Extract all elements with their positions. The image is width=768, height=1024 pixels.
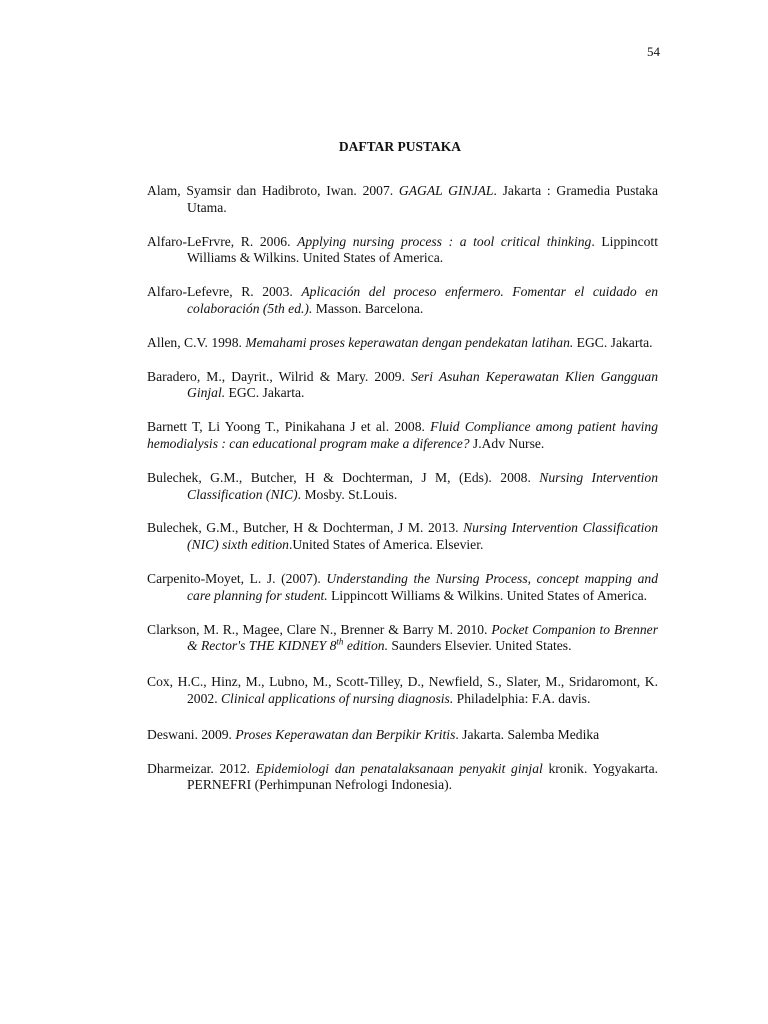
reference-entry: [147, 183, 658, 217]
reference-title: Applying nursing process : a tool critical thinking: [297, 233, 592, 249]
reference-title: Nursing Intervention Classification (NIC): [187, 469, 658, 502]
reference-authors: Barnett T, Li Yoong T., Pinikahana J et al. 2008.: [147, 419, 431, 435]
page-title: DAFTAR PUSTAKA: [338, 139, 462, 154]
reference-entry: [147, 674, 658, 708]
reference-entry: [147, 335, 658, 352]
reference-authors: Carpenito-Moyet, L. J. (2007).: [147, 570, 327, 586]
reference-publisher: .United States of America. Elsevier.: [288, 537, 484, 553]
reference-publisher: EGC. Jakarta.: [573, 334, 653, 350]
reference-authors: Deswani. 2009.: [147, 726, 236, 742]
reference-publisher: . Jakarta. Salemba Medika: [455, 726, 600, 742]
reference-authors: Clarkson, M. R., Magee, Clare N., Brenner & Barry M. 2010.: [147, 621, 492, 637]
reference-title: Pocket Companion to Brenner & Rector's THE KIDNEY 8: [187, 621, 659, 654]
reference-authors: Alam, Syamsir dan Hadibroto, Iwan. 2007.: [147, 183, 399, 198]
reference-authors: Bulechek, G.M., Butcher, H & Dochterman, J M. 2013.: [147, 520, 464, 536]
reference-publisher: Philadelphia: F.A. davis.: [453, 690, 591, 706]
reference-entry: [147, 622, 658, 656]
reference-publisher: Lippincott Williams & Wilkins. United States of America.: [327, 587, 648, 603]
reference-entry: [147, 761, 658, 795]
reference-authors: Baradero, M., Dayrit., Wilrid & Mary. 2009.: [147, 368, 412, 384]
reference-entry: [147, 419, 658, 453]
reference-title: Nursing Intervention Classification (NIC) sixth edition: [187, 520, 659, 553]
reference-entry: [147, 369, 658, 403]
reference-publisher: Saunders Elsevier. United States.: [388, 638, 572, 654]
reference-entry: [147, 470, 658, 504]
edition-superscript: th: [336, 636, 344, 647]
reference-publisher: . Jakarta : Gramedia Pustaka Utama.: [187, 183, 658, 215]
reference-publisher: Masson. Barcelona.: [312, 300, 424, 316]
reference-publisher: kronik. Yogyakarta. PERNEFRI (Perhimpunan Nefrologi Indonesia).: [187, 760, 658, 793]
reference-title: Aplicación del proceso enfermero. Fomentar el cuidado en colaboración (5th ed.).: [187, 284, 658, 316]
reference-title: Epidemiologi dan penatalaksanaan penyakit ginjal: [255, 760, 543, 776]
reference-authors: Cox, H.C., Hinz, M., Lubno, M., Scott-Tilley, D., Newfield, S., Slater, M., Sridaromont, K. 2002.: [147, 674, 658, 706]
reference-title: Clinical applications of nursing diagnosis.: [220, 690, 454, 706]
reference-title-suffix: edition.: [343, 638, 388, 654]
reference-entry: [147, 727, 658, 744]
reference-entry: [147, 234, 658, 268]
reference-authors: Alfaro-Lefevre, R. 2003.: [147, 284, 302, 300]
reference-title: Memahami proses keperawatan dengan pendekatan latihan.: [245, 334, 574, 350]
reference-authors: Dharmeizar. 2012.: [147, 760, 256, 776]
reference-entry: [147, 520, 658, 554]
reference-publisher: J.Adv Nurse.: [469, 435, 545, 451]
reference-list: [147, 183, 658, 811]
reference-title: Proses Keperawatan dan Berpikir Kritis: [235, 726, 456, 742]
reference-authors: Allen, C.V. 1998.: [147, 334, 246, 350]
reference-title: Understanding the Nursing Process, concept mapping and care planning for student.: [187, 570, 658, 603]
reference-entry: [147, 571, 658, 605]
reference-title: GAGAL GINJAL: [398, 183, 494, 198]
reference-authors: Bulechek, G.M., Butcher, H & Dochterman, J M, (Eds). 2008.: [147, 469, 540, 485]
reference-entry: [147, 284, 658, 318]
reference-publisher: . Lippincott Williams & Wilkins. United States of America.: [187, 233, 658, 266]
reference-title: Seri Asuhan Keperawatan Klien Gangguan Ginjal.: [187, 368, 658, 401]
reference-publisher: EGC. Jakarta.: [225, 385, 305, 401]
reference-authors: Alfaro-LeFrvre, R. 2006.: [147, 233, 298, 249]
reference-title: Fluid Compliance among patient having hemodialysis : can educational program make a diference?: [147, 419, 658, 451]
reference-publisher: . Mosby. St.Louis.: [297, 486, 398, 502]
page-number: 54: [647, 44, 660, 59]
